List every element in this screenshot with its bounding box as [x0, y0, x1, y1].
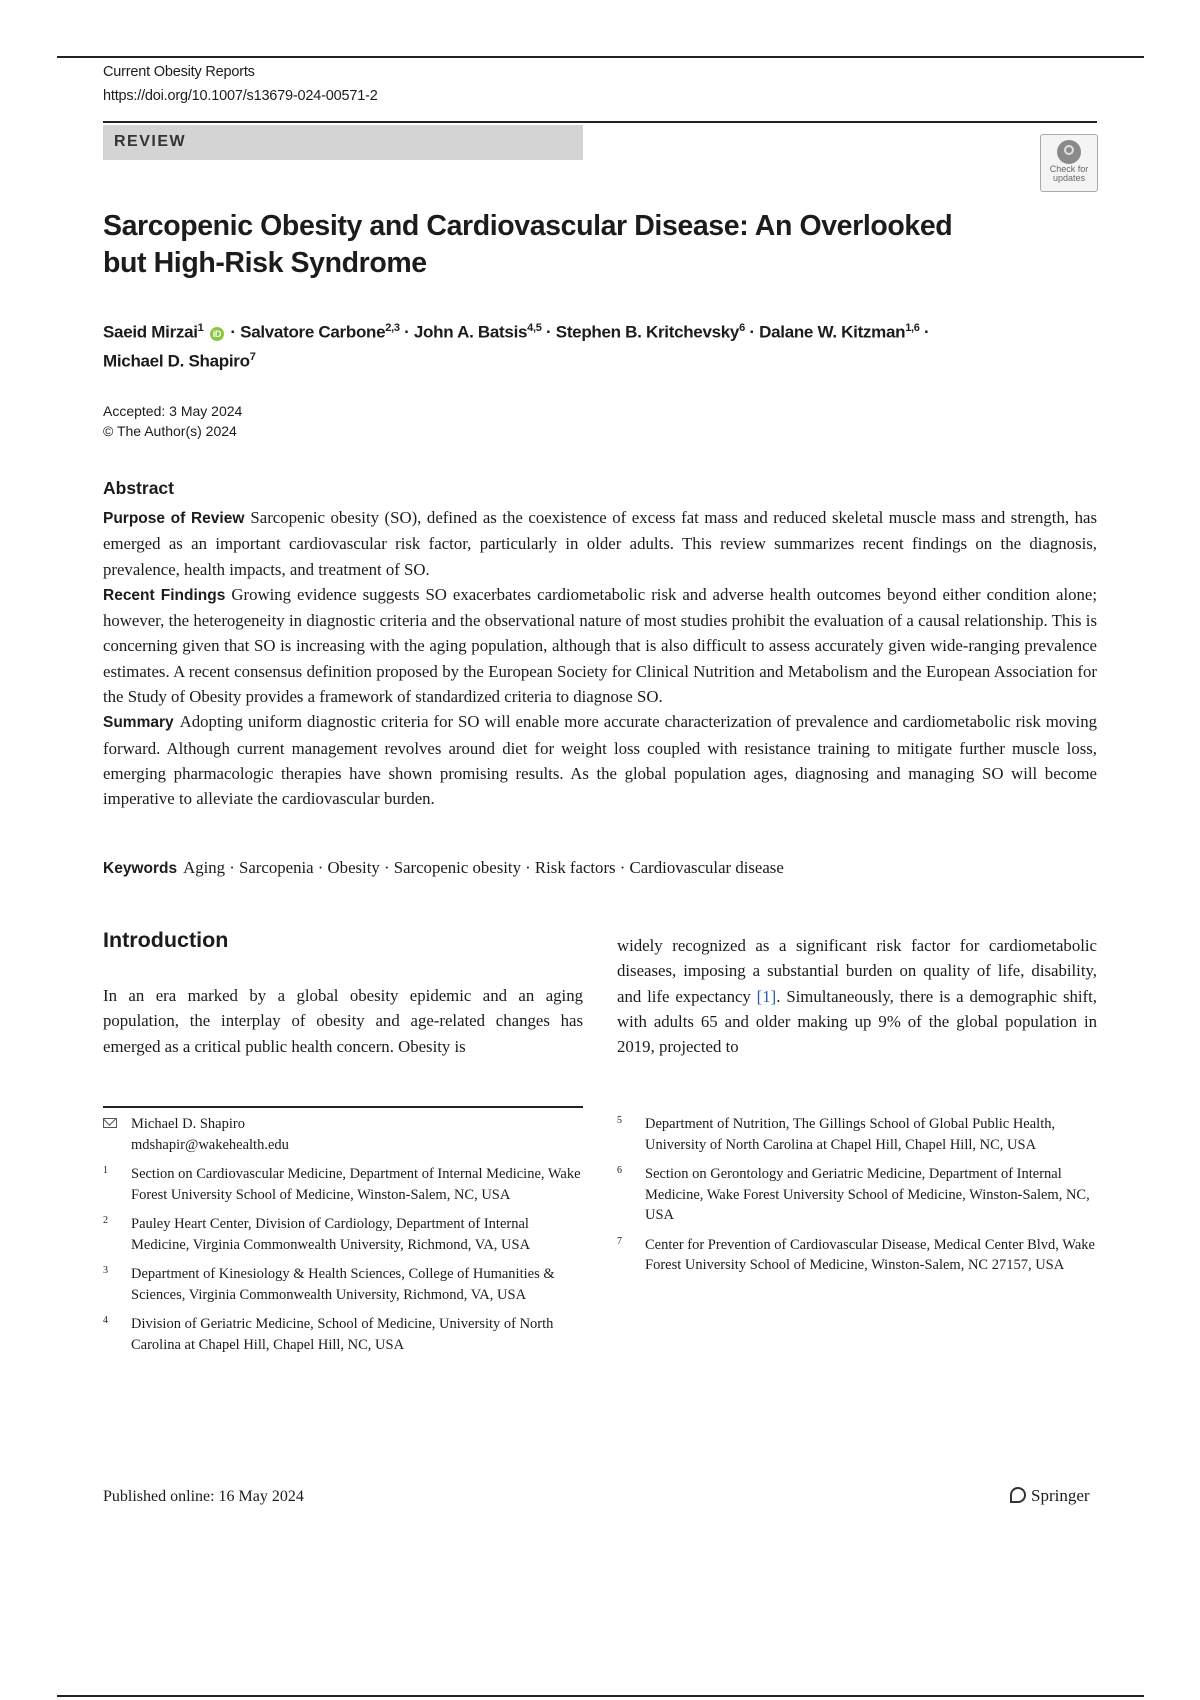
bottom-rule [57, 1695, 1144, 1697]
summary-label: Summary [103, 714, 174, 732]
introduction-heading: Introduction [103, 928, 229, 952]
affiliation-text: Department of Nutrition, The Gillings School of Global Public Health, University of North Carolina at Chapel Hill, Chapel Hill, NC, USA [645, 1116, 1056, 1153]
purpose-label: Purpose of Review [103, 510, 245, 527]
author-affil: 1 [197, 322, 204, 334]
top-rule [57, 56, 1144, 58]
intro-right-text-a: widely recognized as a significant risk factor for cardiometabolic diseases, imposing a substantial burden on quality of life, disability, and life expectancy [617, 936, 1097, 1006]
check-updates-line1: Check for [1049, 164, 1089, 174]
affiliation-text: Section on Cardiovascular Medicine, Department of Internal Medicine, Wake Forest University School of Medicine, Winston-Salem, NC, USA [131, 1166, 581, 1203]
affiliation-item [103, 1214, 583, 1255]
keywords-text: Aging · Sarcopenia · Obesity · Sarcopenic obesity · Risk factors · Cardiovascular disease [183, 858, 784, 877]
abstract-purpose [103, 505, 1097, 582]
author-affil: 4,5 [527, 322, 542, 334]
published-online-date: Published online: 16 May 2024 [103, 1488, 304, 1505]
author-affil: 6 [739, 322, 745, 334]
footnote-rule [103, 1106, 583, 1108]
affiliation-number: 6 [617, 1165, 622, 1176]
author-affil: 2,3 [385, 322, 400, 334]
affiliation-item [103, 1314, 583, 1355]
intro-right-text-b: . Simultaneously, there is a demographic shift, with adults 65 and older making up 9% of the global population in 2019, projected to [617, 986, 1097, 1057]
title-line-2: but High-Risk Syndrome [103, 247, 427, 279]
affiliation-number: 5 [617, 1115, 622, 1126]
purpose-text: Sarcopenic obesity (SO), defined as the coexistence of excess fat mass and reduced skeletal muscle mass and strength, has emerged as an important cardiovascular risk factor, particularly in older adults. This review summarizes recent findings on the diagnosis, prevalence, health impacts, and treatment of SO. [103, 508, 1097, 579]
author-name[interactable]: Michael D. Shapiro [103, 351, 250, 371]
correspondence-name: Michael D. Shapiro [131, 1116, 245, 1132]
affiliation-number: 2 [103, 1215, 108, 1226]
summary-text: Adopting uniform diagnostic criteria for SO will enable more accurate characterization of prevalence and cardiometabolic risk moving forward. Although current management revolves around diet for weight loss coupled with resistance training to mitigate further muscle loss, emerging pharmacologic therapies have shown promising results. As the global population ages, diagnosing and managing SO will become imperative to alleviate the cardiovascular burden. [103, 712, 1097, 809]
affiliation-item [103, 1164, 583, 1205]
affiliation-number: 7 [617, 1235, 622, 1247]
author-name[interactable]: Saeid Mirzai [103, 322, 198, 342]
correspondence-email[interactable]: mdshapir@wakehealth.edu [131, 1136, 289, 1153]
introduction-right-column [617, 933, 1097, 1059]
article-type-banner [103, 125, 583, 160]
footnotes-left [103, 1114, 583, 1364]
publisher-logo [1010, 1486, 1090, 1506]
envelope-icon [103, 1118, 117, 1128]
findings-label: Recent Findings [103, 586, 226, 604]
affiliation-text: Section on Gerontology and Geriatric Medicine, Department of Internal Medicine, Wake Forest University School of Medicine, Winston-Salem, NC, USA [645, 1166, 1090, 1223]
introduction-left-column: In an era marked by a global obesity epidemic and an aging population, the interplay of obesity and age-related changes has emerged as a critical public health concern. Obesity is [103, 986, 583, 1056]
author-list: Saeid Mirzai$^1$ iD · Salvatore Carbone$^{2,3}$ · John A. Batsis$^{4,5}$ · Stephen B. Kritchevsky$^6$ · Dalane W. Kitzman$^{1,6}$ · Michael D. Shapiro$^7$ [103, 322, 930, 371]
journal-name: Current Obesity Reports [103, 64, 255, 80]
author-name[interactable]: Salvatore Carbone [240, 322, 386, 342]
affiliation-item [617, 1235, 1097, 1276]
author-name[interactable]: John A. Batsis [413, 322, 528, 342]
author-name[interactable]: Dalane W. Kitzman [759, 322, 906, 342]
copyright-notice: © The Author(s) 2024 [103, 423, 237, 439]
doi-link[interactable]: https://doi.org/10.1007/s13679-024-00571-2 [103, 88, 378, 104]
check-updates-line2: updates [1052, 173, 1086, 183]
author-name[interactable]: Stephen B. Kritchevsky [555, 322, 740, 342]
correspondence [103, 1114, 583, 1155]
abstract-findings [103, 582, 1097, 709]
affiliation-text: Division of Geriatric Medicine, School of Medicine, University of North Carolina at Chapel Hill, Chapel Hill, NC, USA [131, 1316, 554, 1353]
keywords [103, 858, 1097, 878]
article-title [103, 208, 1003, 282]
citation-link[interactable]: [1] [756, 986, 777, 1006]
check-for-updates-button[interactable] [1040, 134, 1098, 192]
affiliation-item [617, 1114, 1097, 1155]
affiliation-text: Pauley Heart Center, Division of Cardiology, Department of Internal Medicine, Virginia Commonwealth University, Richmond, VA, USA [131, 1216, 531, 1253]
keywords-label: Keywords [103, 860, 178, 877]
author-affil: 1,6 [905, 322, 920, 334]
orcid-icon[interactable]: iD [210, 327, 224, 341]
header-rule [103, 121, 1097, 123]
abstract-heading: Abstract [103, 478, 174, 498]
publisher-name: Springer [1031, 1486, 1090, 1505]
springer-horse-icon [1010, 1487, 1026, 1503]
accepted-date: Accepted: 3 May 2024 [103, 403, 243, 419]
footnotes-right [617, 1114, 1097, 1285]
title-line-1: Sarcopenic Obesity and Cardiovascular Disease: An Overlooked [103, 210, 953, 242]
affiliation-item [103, 1264, 583, 1305]
affiliation-text: Center for Prevention of Cardiovascular Disease, Medical Center Blvd, Wake Forest University School of Medicine, Winston-Salem, NC 27157, USA [645, 1236, 1095, 1273]
affiliation-number: 3 [103, 1265, 108, 1276]
author-affil: 7 [249, 350, 256, 363]
check-updates-icon [1057, 140, 1081, 164]
findings-text: Growing evidence suggests SO exacerbates cardiometabolic risk and adverse health outcomes beyond either condition alone; however, the heterogeneity in diagnostic criteria and the observational nature of most studies prohibit the evaluation of a causal relationship. This is concerning given that SO is increasing with the aging population, although that is also difficult to assess accurately given wide-ranging prevalence estimates. A recent consensus definition proposed by the European Society for Clinical Nutrition and Metabolism and the European Association for the Study of Obesity provides a framework of standardized criteria to diagnose SO. [103, 584, 1097, 707]
abstract-body [103, 505, 1097, 812]
article-type-label: REVIEW [114, 133, 187, 150]
abstract-summary [103, 709, 1097, 811]
affiliation-item [617, 1164, 1097, 1226]
affiliation-number: 1 [103, 1165, 108, 1176]
affiliation-number: 4 [103, 1315, 108, 1326]
affiliation-text: Department of Kinesiology & Health Sciences, College of Humanities & Sciences, Virginia Commonwealth University, Richmond, VA, USA [131, 1266, 555, 1303]
